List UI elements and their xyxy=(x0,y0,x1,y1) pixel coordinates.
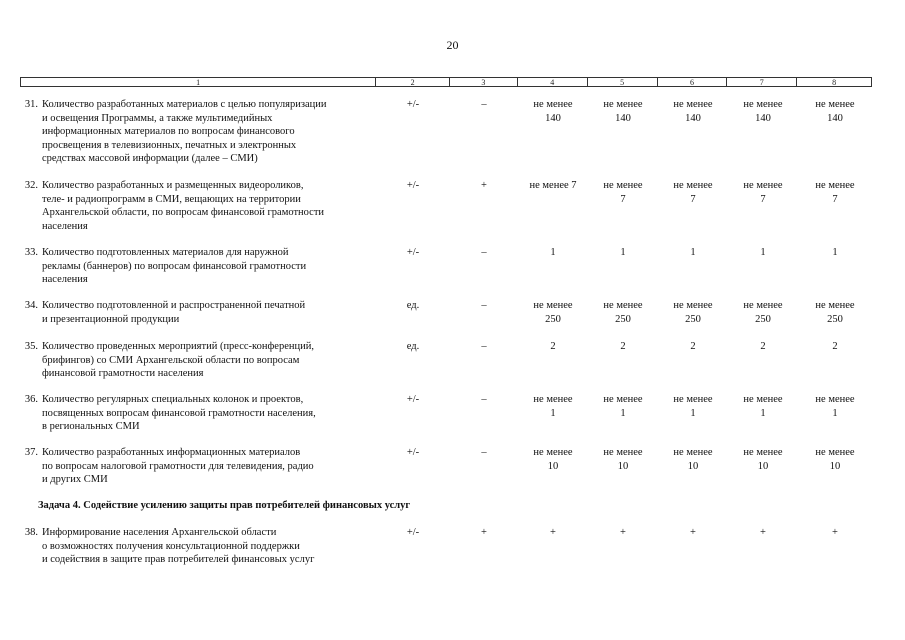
row-description-cell xyxy=(20,446,376,487)
row-value: 1 xyxy=(690,247,696,258)
table-row xyxy=(20,526,872,567)
row-value: не менее 7 xyxy=(815,180,855,205)
row-unit: +/- xyxy=(406,527,420,538)
row-value: 2 xyxy=(690,341,696,352)
table-row xyxy=(20,393,872,434)
row-col-3: – xyxy=(481,247,487,258)
row-value: не менее 250 xyxy=(815,300,855,325)
header-col-4: 4 xyxy=(518,78,588,86)
row-value: + xyxy=(832,527,838,538)
row-col-3: – xyxy=(481,300,487,311)
row-value: не менее 140 xyxy=(815,99,855,124)
table-row xyxy=(20,98,872,166)
header-col-2: 2 xyxy=(376,78,450,86)
row-description-cell xyxy=(20,179,376,233)
row-unit: ед. xyxy=(406,300,420,311)
row-value: 2 xyxy=(832,341,838,352)
page-number: 20 xyxy=(446,38,459,52)
header-col-6: 6 xyxy=(658,78,728,86)
row-number: 34. xyxy=(24,300,38,311)
header-col-3: 3 xyxy=(450,78,518,86)
row-description-cell xyxy=(20,98,376,166)
table-row xyxy=(20,446,872,487)
row-value: не менее 10 xyxy=(815,447,855,472)
row-description-cell xyxy=(20,299,376,326)
table-row xyxy=(20,299,872,326)
table-row xyxy=(20,246,872,287)
row-value: 1 xyxy=(832,247,838,258)
row-value: не менее 1 xyxy=(603,394,643,419)
row-unit: +/- xyxy=(406,180,420,191)
row-description: Количество регулярных специальных колонок и проектов, посвященных вопросам финансовой грамотности населения, в региональных СМИ xyxy=(42,394,316,433)
row-number: 38. xyxy=(24,527,38,538)
row-value: 2 xyxy=(760,341,766,352)
row-value: не менее 250 xyxy=(603,300,643,325)
row-value: не менее 250 xyxy=(673,300,713,325)
row-number: 36. xyxy=(24,394,38,405)
row-value: не менее 140 xyxy=(603,99,643,124)
row-value: 2 xyxy=(620,341,626,352)
row-value: не менее 1 xyxy=(673,394,713,419)
table-row xyxy=(20,340,872,381)
row-number: 35. xyxy=(24,341,38,352)
table-header-row xyxy=(20,77,872,87)
row-unit: +/- xyxy=(406,447,420,458)
row-description: Количество подготовленных материалов для наружной рекламы (баннеров) по вопросам финансовой грамотности населения xyxy=(42,247,307,286)
row-value: не менее 10 xyxy=(603,447,643,472)
row-description-cell xyxy=(20,526,376,567)
table-row xyxy=(20,179,872,233)
row-value: не менее 7 xyxy=(603,180,643,205)
row-description: Количество разработанных информационных материалов по вопросам налоговой грамотности для телевидения, радио и других СМИ xyxy=(42,447,314,486)
row-col-3: – xyxy=(481,341,487,352)
row-unit: +/- xyxy=(406,99,420,110)
row-value: не менее 1 xyxy=(743,394,783,419)
row-value: не менее 7 xyxy=(673,180,713,205)
row-value: + xyxy=(620,527,626,538)
row-unit: +/- xyxy=(406,394,420,405)
row-number: 31. xyxy=(24,99,38,110)
row-value: 1 xyxy=(760,247,766,258)
row-value: не менее 7 xyxy=(743,180,783,205)
row-value: 1 xyxy=(620,247,626,258)
row-description-cell xyxy=(20,393,376,434)
row-value: + xyxy=(550,527,556,538)
row-value: не менее 250 xyxy=(533,300,573,325)
row-value: не менее 250 xyxy=(743,300,783,325)
row-col-3: – xyxy=(481,394,487,405)
row-number: 32. xyxy=(24,180,38,191)
row-description-cell xyxy=(20,246,376,287)
header-col-7: 7 xyxy=(727,78,797,86)
row-col-3: – xyxy=(481,447,487,458)
row-number: 33. xyxy=(24,247,38,258)
row-col-3: – xyxy=(481,99,487,110)
row-value: не менее 140 xyxy=(743,99,783,124)
row-unit: +/- xyxy=(406,247,420,258)
row-value: 1 xyxy=(550,247,556,258)
row-value: не менее 1 xyxy=(815,394,855,419)
row-value: не менее 10 xyxy=(743,447,783,472)
row-value: не менее 140 xyxy=(533,99,573,124)
row-col-3: + xyxy=(481,180,487,191)
row-description: Количество разработанных и размещенных видеороликов, теле- и радиопрограмм в СМИ, вещающих на территории Архангельской области, по вопросам финансовой грамотности населения xyxy=(42,180,325,232)
row-description: Количество подготовленной и распространенной печатной и презентационной продукции xyxy=(42,300,306,325)
row-value: не менее 10 xyxy=(533,447,573,472)
task-heading: Задача 4. Содействие усилению защиты прав потребителей финансовых услуг xyxy=(38,500,411,511)
header-col-5: 5 xyxy=(588,78,658,86)
row-description: Количество разработанных материалов с целью популяризации и освещения Программы, а также мультимедийных информационных материалов по вопросам финансового просвещения в телевизионных, печатных и электронных средствах массовой информации (далее – СМИ) xyxy=(42,99,327,165)
row-value: 2 xyxy=(550,341,556,352)
header-col-1: 1 xyxy=(21,78,376,86)
row-value: не менее 7 xyxy=(529,180,577,191)
row-description-cell xyxy=(20,340,376,381)
row-value: не менее 10 xyxy=(673,447,713,472)
row-value: не менее 1 xyxy=(533,394,573,419)
row-description: Информирование населения Архангельской области о возможностях получения консультационной поддержки и содействия в защите прав потребителей финансовых услуг xyxy=(42,527,315,566)
row-unit: ед. xyxy=(406,341,420,352)
row-col-3: + xyxy=(481,527,487,538)
row-value: + xyxy=(760,527,766,538)
row-value: + xyxy=(690,527,696,538)
header-col-8: 8 xyxy=(832,78,837,87)
row-description: Количество проведенных мероприятий (пресс-конференций, брифингов) со СМИ Архангельской области по вопросам финансовой грамотности населения xyxy=(42,341,314,380)
row-value: не менее 140 xyxy=(673,99,713,124)
row-number: 37. xyxy=(24,447,38,458)
